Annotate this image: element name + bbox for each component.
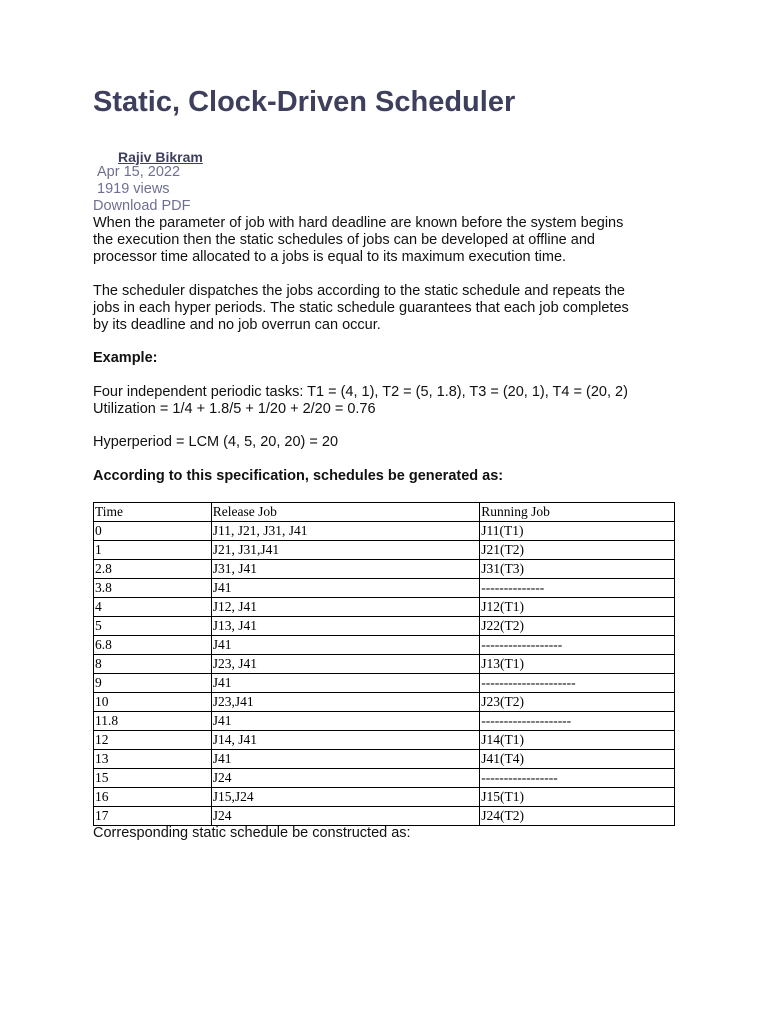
cell-time: 13	[94, 750, 212, 769]
cell-release-job: J13, J41	[211, 617, 480, 636]
cell-running-job: J14(T1)	[480, 731, 675, 750]
table-row	[94, 712, 675, 731]
table-row	[94, 522, 675, 541]
table-row	[94, 560, 675, 579]
page-title: Static, Clock-Driven Scheduler	[93, 86, 516, 118]
table-row	[94, 731, 675, 750]
paragraph-2-line-2: jobs in each hyper periods. The static schedule guarantees that each job completes	[93, 300, 629, 316]
cell-running-job: J31(T3)	[480, 560, 675, 579]
cell-time: 12	[94, 731, 212, 750]
cell-time: 0	[94, 522, 212, 541]
cell-time: 5	[94, 617, 212, 636]
table-row	[94, 617, 675, 636]
cell-time: 11.8	[94, 712, 212, 731]
spec-heading: According to this specification, schedules be generated as:	[93, 468, 504, 484]
cell-time: 1	[94, 541, 212, 560]
cell-time: 8	[94, 655, 212, 674]
cell-running-job: J12(T1)	[480, 598, 675, 617]
cell-release-job: J24	[211, 769, 480, 788]
header-time: Time	[94, 503, 212, 522]
cell-running-job: ------------------	[480, 636, 675, 655]
cell-release-job: J41	[211, 750, 480, 769]
tasks-line: Four independent periodic tasks: T1 = (4, 1), T2 = (5, 1.8), T3 = (20, 1), T4 = (20, 2)	[93, 384, 628, 400]
paragraph-2-line-1: The scheduler dispatches the jobs according to the static schedule and repeats the	[93, 283, 625, 299]
cell-time: 10	[94, 693, 212, 712]
table-row	[94, 788, 675, 807]
table-row	[94, 655, 675, 674]
paragraph-2-line-3: by its deadline and no job overrun can occur.	[93, 317, 381, 333]
cell-running-job: J13(T1)	[480, 655, 675, 674]
table-row	[94, 693, 675, 712]
example-heading: Example:	[93, 350, 158, 366]
cell-time: 6.8	[94, 636, 212, 655]
cell-time: 2.8	[94, 560, 212, 579]
table-row	[94, 750, 675, 769]
paragraph-1-line-2: the execution then the static schedules of jobs can be developed at offline and	[93, 232, 595, 248]
table-row	[94, 579, 675, 598]
paragraph-1-line-1: When the parameter of job with hard deadline are known before the system begins	[93, 215, 624, 231]
cell-release-job: J23, J41	[211, 655, 480, 674]
cell-release-job: J15,J24	[211, 788, 480, 807]
cell-running-job: J41(T4)	[480, 750, 675, 769]
cell-release-job: J14, J41	[211, 731, 480, 750]
cell-time: 15	[94, 769, 212, 788]
cell-release-job: J41	[211, 674, 480, 693]
cell-running-job: J11(T1)	[480, 522, 675, 541]
cell-release-job: J41	[211, 712, 480, 731]
table-row	[94, 598, 675, 617]
hyperperiod-line: Hyperperiod = LCM (4, 5, 20, 20) = 20	[93, 434, 339, 450]
view-count: 1919 views	[97, 181, 170, 197]
cell-time: 3.8	[94, 579, 212, 598]
cell-release-job: J24	[211, 807, 480, 826]
after-table-text: Corresponding static schedule be constructed as:	[93, 825, 411, 841]
cell-time: 4	[94, 598, 212, 617]
utilization-line: Utilization = 1/4 + 1.8/5 + 1/20 + 2/20 = 0.76	[93, 401, 376, 417]
cell-running-job: ---------------------	[480, 674, 675, 693]
cell-release-job: J31, J41	[211, 560, 480, 579]
cell-release-job: J21, J31,J41	[211, 541, 480, 560]
cell-running-job: --------------	[480, 579, 675, 598]
paragraph-1-line-3: processor time allocated to a jobs is equal to its maximum execution time.	[93, 249, 567, 265]
cell-running-job: J23(T2)	[480, 693, 675, 712]
table-row	[94, 541, 675, 560]
schedule-table	[93, 502, 675, 826]
cell-release-job: J12, J41	[211, 598, 480, 617]
table-row	[94, 769, 675, 788]
cell-running-job: J24(T2)	[480, 807, 675, 826]
cell-release-job: J41	[211, 636, 480, 655]
author-link[interactable]: Rajiv Bikram	[118, 149, 203, 165]
cell-time: 9	[94, 674, 212, 693]
cell-running-job: --------------------	[480, 712, 675, 731]
cell-release-job: J23,J41	[211, 693, 480, 712]
cell-release-job: J41	[211, 579, 480, 598]
table-row	[94, 674, 675, 693]
cell-running-job: J21(T2)	[480, 541, 675, 560]
cell-running-job: J15(T1)	[480, 788, 675, 807]
cell-release-job: J11, J21, J31, J41	[211, 522, 480, 541]
publish-date: Apr 15, 2022	[97, 164, 181, 180]
download-pdf-link[interactable]: Download PDF	[93, 198, 191, 214]
cell-time: 17	[94, 807, 212, 826]
table-row	[94, 636, 675, 655]
header-running-job: Running Job	[480, 503, 675, 522]
cell-running-job: -----------------	[480, 769, 675, 788]
cell-running-job: J22(T2)	[480, 617, 675, 636]
table-header-row	[94, 503, 675, 522]
table-row	[94, 807, 675, 826]
header-release-job: Release Job	[211, 503, 480, 522]
cell-time: 16	[94, 788, 212, 807]
